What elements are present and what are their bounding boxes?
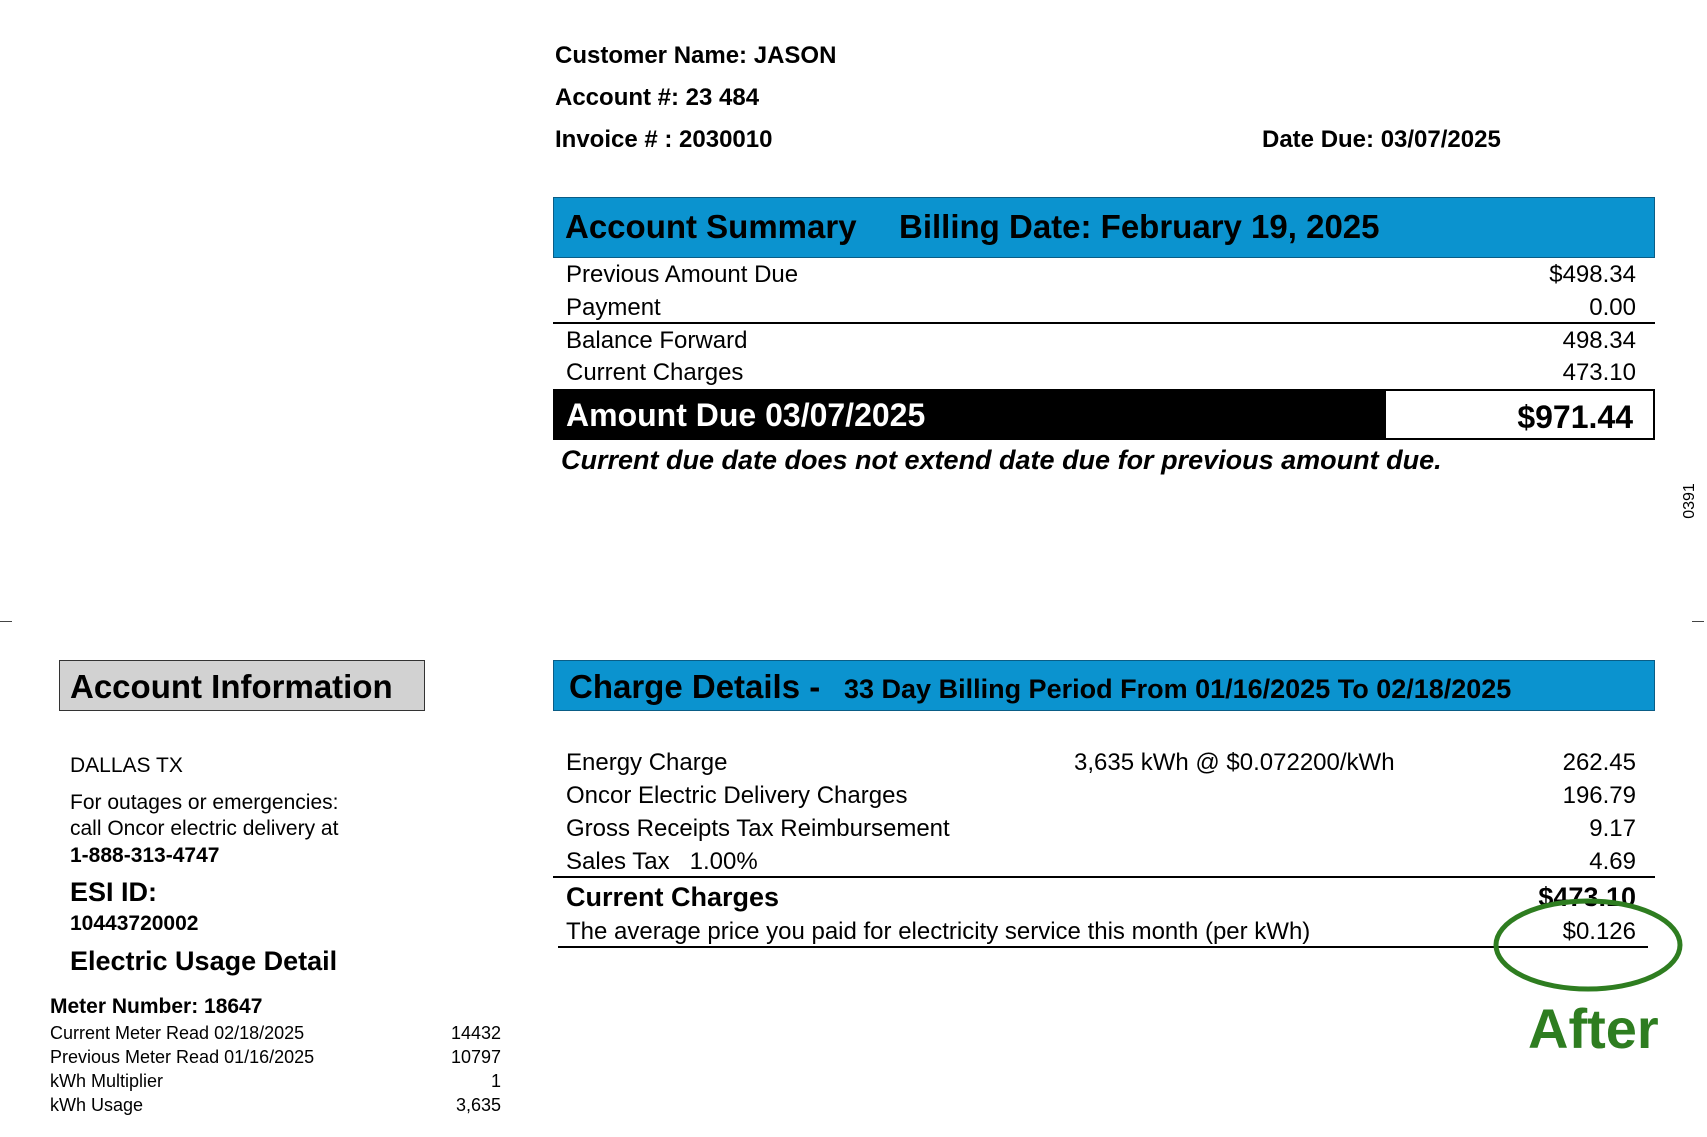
summary-row-balance-forward: Balance Forward 498.34 [566,327,1636,354]
highlight-ellipse [1496,901,1680,989]
charge-row-sales-tax: Sales Tax 1.00% 4.69 [566,848,1636,875]
electric-usage-title: Electric Usage Detail [70,946,338,976]
date-due: Date Due: 03/07/2025 [1262,126,1501,153]
meter-row-label: kWh Multiplier [50,1071,164,1091]
charge-row-energy: Energy Charge 262.45 [566,749,1636,776]
invoice-number: Invoice # : 2030010 [555,126,773,153]
charge-row-oncor-delivery: Oncor Electric Delivery Charges 196.79 [566,782,1636,809]
billing-period: 33 Day Billing Period From 01/16/2025 To 02/18/2025 [844,674,1512,704]
highlight-circle-annotation [1480,890,1700,1000]
charge-divider [553,876,1655,878]
meter-row-label: kWh Usage [50,1095,144,1115]
meter-number: Meter Number: 18647 [50,995,263,1018]
meter-row-value: 14432 [450,1023,501,1043]
account-information-header [59,660,425,711]
energy-rate: 3,635 kWh @ $0.072200/kWh [1074,749,1395,776]
meter-row-value: 3,635 [455,1095,501,1115]
meter-row-label: Current Meter Read 02/18/2025 [50,1023,305,1043]
side-code: 0391 [1680,483,1698,519]
summary-row-current-charges: Current Charges 473.10 [566,359,1636,386]
summary-row-previous-amount: Previous Amount Due $498.34 [566,261,1636,288]
due-date-note: Current due date does not extend date due for previous amount due. [561,445,1442,475]
summary-divider [553,322,1655,324]
city: DALLAS TX [70,754,183,777]
customer-name: Customer Name: JASON [555,42,837,69]
charge-row-gross-receipts: Gross Receipts Tax Reimbursement 9.17 [566,815,1636,842]
meter-row-label: Previous Meter Read 01/16/2025 [50,1047,315,1067]
outage-line-2: call Oncor electric delivery at [70,817,339,840]
account-summary-title: Account Summary [565,208,857,245]
summary-row-payment: Payment 0.00 [566,294,1636,321]
account-number: Account #: 23 484 [555,84,760,111]
meter-row-value: 1 [490,1071,501,1091]
amount-due-label: Amount Due 03/07/2025 [566,397,926,433]
outage-line-1: For outages or emergencies: [70,791,339,814]
esi-id-value: 10443720002 [70,912,199,935]
after-annotation-text: After [1528,997,1659,1060]
fold-tick-left [0,621,12,622]
amount-due-box [1384,389,1655,440]
account-summary-header [553,197,1655,258]
amount-due-bar [553,389,1386,440]
meter-row-value: 10797 [450,1047,501,1067]
billing-date: Billing Date: February 19, 2025 [899,208,1380,245]
charge-row-average-price: The average price you paid for electricity service this month (per kWh) $0.126 [566,918,1636,945]
amount-due-value: $971.44 [1517,399,1633,435]
fold-tick-right [1692,621,1704,622]
outage-phone: 1-888-313-4747 [70,844,220,867]
charge-details-header [553,660,1655,711]
charge-row-current-charges: Current Charges $473.10 [566,882,1636,912]
charge-details-title: Charge Details - [569,668,821,705]
esi-id-label: ESI ID: [70,877,158,907]
account-information-title: Account Information [70,668,393,705]
